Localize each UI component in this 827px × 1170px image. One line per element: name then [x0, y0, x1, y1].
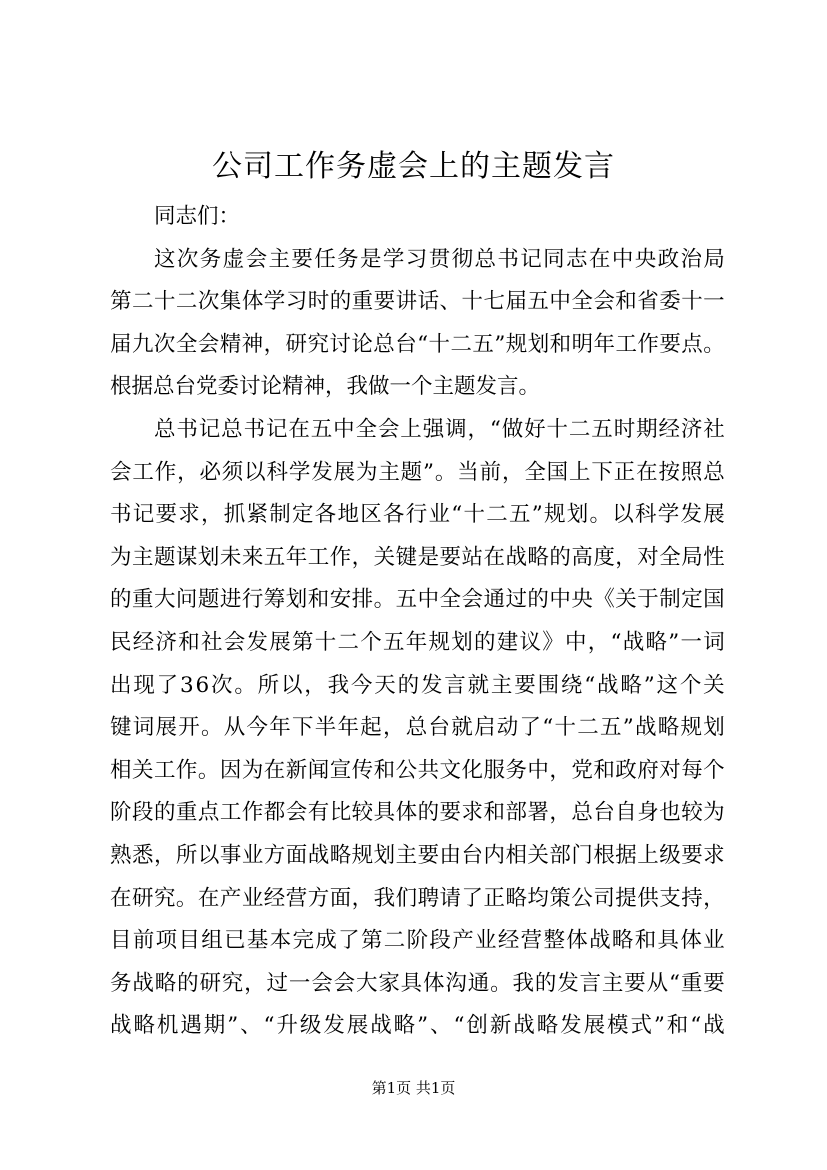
text-line: 会 工 作 ， 必 须 以 科 学 发 展 为 主 题 ” 。 当 前 ， 全 国 上 下 正 在 按 照 总	[110, 459, 725, 485]
text-line: 目 前 项 目 组 已 基 本 完 成 了 第 二 阶 段 产 业 经 营 整 体 战 略 和 具 体 业	[110, 928, 725, 954]
text-line: 的 重 大 问 题 进 行 筹 划 和 安 排 。 五 中 全 会 通 过 的 中 央 《 关 于 制 定 国	[110, 587, 725, 613]
text-line: 熟 悉 ， 所 以 事 业 方 面 战 略 规 划 主 要 由 台 内 相 关 部 门 根 据 上 级 要 求	[110, 842, 725, 868]
text-line: 这 次 务 虚 会 主 要 任 务 是 学 习 贯 彻 总 书 记 同 志 在 中 央 政 治 局	[154, 246, 725, 272]
text-line: 根据总台党委讨论精神，我做一个主题发言。	[110, 374, 541, 400]
text-line: 民 经 济 和 社 会 发 展 第 十 二 个 五 年 规 划 的 建 议 》 中 ， “ 战 略 ” 一 词	[110, 629, 725, 655]
text-line: 为 主 题 谋 划 未 来 五 年 工 作 ， 关 键 是 要 站 在 战 略 的 高 度 ， 对 全 局 性	[110, 544, 725, 570]
text-line: 第 二 十 二 次 集 体 学 习 时 的 重 要 讲 话 、 十 七 届 五 中 全 会 和 省 委 十 一	[110, 289, 725, 315]
text-line: 届 九 次 全 会 精 神 ， 研 究 讨 论 总 台 “ 十 二 五 ” 规 划 和 明 年 工 作 要 点 。	[110, 331, 725, 357]
text-line: 战 略 机 遇 期 ” 、 “ 升 级 发 展 战 略 ” 、 “ 创 新 战 略 发 展 模 式 ” 和 “ 战	[110, 1013, 725, 1039]
text-line: 务 战 略 的 研 究 ， 过 一 会 会 大 家 具 体 沟 通 。 我 的 发 言 主 要 从 “ 重 要	[110, 970, 725, 996]
text-line: 在 研 究 。 在 产 业 经 营 方 面 ， 我 们 聘 请 了 正 略 均 策 公 司 提 供 支 持 ，	[110, 885, 725, 911]
text-line: 键 词 展 开 。 从 今 年 下 半 年 起 ， 总 台 就 启 动 了 “ 十 二 五 ” 战 略 规 划	[110, 715, 725, 741]
text-line: 阶 段 的 重 点 工 作 都 会 有 比 较 具 体 的 要 求 和 部 署 ， 总 台 自 身 也 较 为	[110, 800, 725, 826]
text-line: 同志们：	[154, 204, 241, 229]
text-line: 总 书 记 总 书 记 在 五 中 全 会 上 强 调 ， “ 做 好 十 二 五 时 期 经 济 社	[154, 416, 725, 442]
document-body	[110, 196, 725, 1048]
text-line: 相 关 工 作 。 因 为 在 新 闻 宣 传 和 公 共 文 化 服 务 中 ， 党 和 政 府 对 每 个	[110, 757, 725, 783]
text-line: 出 现 了 3 6 次 。 所 以 ， 我 今 天 的 发 言 就 主 要 围 绕 “ 战 略 ” 这 个 关	[110, 672, 725, 698]
text-line: 书 记 要 求 ， 抓 紧 制 定 各 地 区 各 行 业 “ 十 二 五 ” 规 划 。 以 科 学 发 展	[110, 502, 725, 528]
document-title: 公司工作务虚会上的主题发言	[212, 149, 615, 184]
page-number-footer: 第1页 共1页	[371, 1079, 456, 1097]
